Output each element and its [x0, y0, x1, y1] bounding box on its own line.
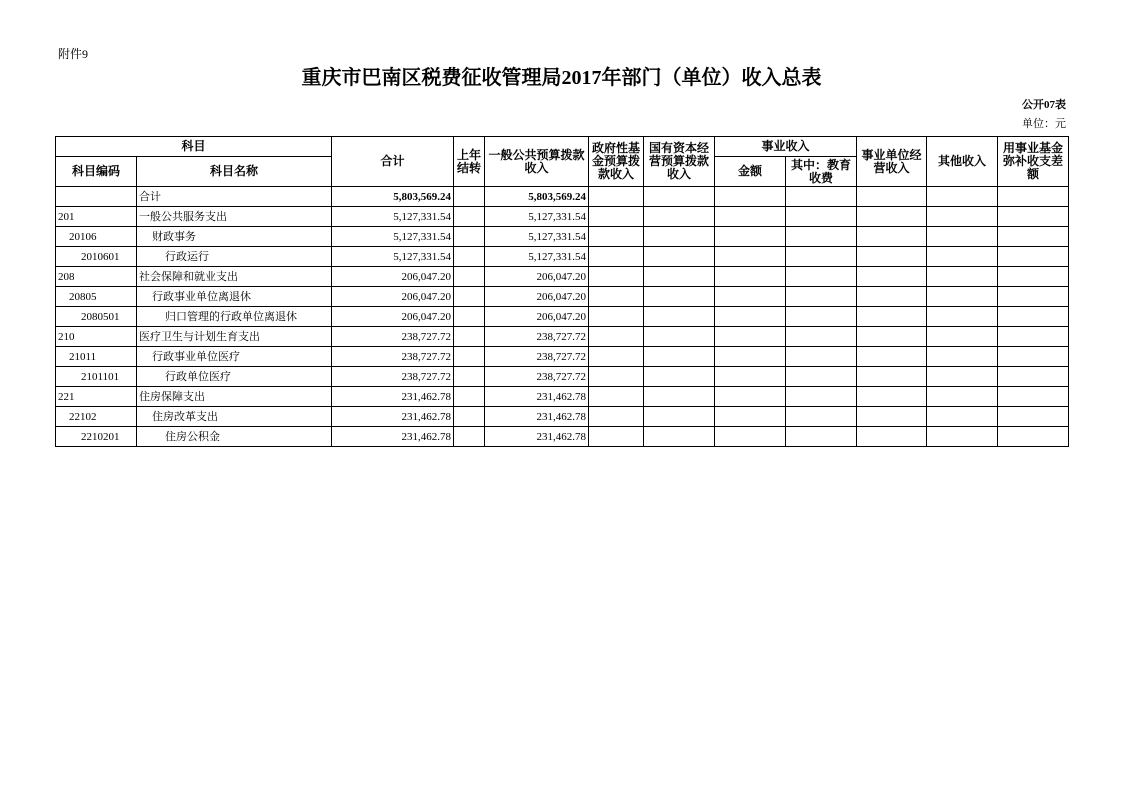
table-row — [56, 307, 1069, 327]
state-capital-cell — [644, 347, 715, 367]
education-fee-cell — [786, 267, 857, 287]
operating-income-cell — [857, 307, 927, 327]
total-cell: 5,803,569.24 — [332, 187, 454, 207]
carryover-cell — [454, 287, 485, 307]
subject-name-cell: 行政事业单位医疗 — [137, 347, 332, 367]
general-budget-cell: 231,462.78 — [485, 427, 589, 447]
total-cell: 231,462.78 — [332, 427, 454, 447]
business-amount-cell — [715, 287, 786, 307]
table-row — [56, 247, 1069, 267]
state-capital-cell — [644, 287, 715, 307]
fund-offset-cell — [998, 327, 1069, 347]
table-row — [56, 427, 1069, 447]
subject-code-header: 科目编码 — [56, 157, 137, 187]
education-fee-header: 其中：教育收费 — [786, 157, 857, 187]
general-budget-cell: 206,047.20 — [485, 287, 589, 307]
fund-offset-cell — [998, 407, 1069, 427]
operating-income-cell — [857, 267, 927, 287]
education-fee-cell — [786, 367, 857, 387]
state-capital-cell — [644, 367, 715, 387]
general-budget-cell: 238,727.72 — [485, 327, 589, 347]
other-income-header: 其他收入 — [927, 137, 998, 187]
total-cell: 238,727.72 — [332, 367, 454, 387]
general-budget-cell: 206,047.20 — [485, 267, 589, 287]
business-amount-cell — [715, 327, 786, 347]
operating-income-cell — [857, 367, 927, 387]
operating-income-cell — [857, 287, 927, 307]
business-amount-cell — [715, 427, 786, 447]
subject-code-cell: 2101101 — [56, 367, 137, 387]
education-fee-cell — [786, 307, 857, 327]
table-row — [56, 367, 1069, 387]
table-row — [56, 267, 1069, 287]
general-budget-header: 一般公共预算拨款收入 — [485, 137, 589, 187]
other-income-cell — [927, 327, 998, 347]
general-budget-cell: 5,127,331.54 — [485, 207, 589, 227]
page-title: 重庆市巴南区税费征收管理局2017年部门（单位）收入总表 — [301, 67, 822, 89]
education-fee-cell — [786, 347, 857, 367]
carryover-cell — [454, 207, 485, 227]
subject-name-cell: 住房公积金 — [137, 427, 332, 447]
other-income-cell — [927, 307, 998, 327]
operating-income-cell — [857, 247, 927, 267]
state-capital-cell — [644, 307, 715, 327]
subject-code-cell: 210 — [56, 327, 137, 347]
operating-income-cell — [857, 227, 927, 247]
other-income-cell — [927, 287, 998, 307]
subject-header: 科目 — [56, 137, 332, 157]
other-income-cell — [927, 207, 998, 227]
subject-code-cell: 20805 — [56, 287, 137, 307]
fund-offset-cell — [998, 207, 1069, 227]
carryover-cell — [454, 367, 485, 387]
state-capital-cell — [644, 207, 715, 227]
general-budget-cell: 206,047.20 — [485, 307, 589, 327]
carryover-cell — [454, 247, 485, 267]
subject-code-cell: 21011 — [56, 347, 137, 367]
gov-fund-cell — [589, 367, 644, 387]
subject-name-cell: 医疗卫生与计划生育支出 — [137, 327, 332, 347]
gov-fund-cell — [589, 407, 644, 427]
state-capital-cell — [644, 187, 715, 207]
operating-income-cell — [857, 407, 927, 427]
fund-offset-cell — [998, 387, 1069, 407]
header-row-1 — [56, 137, 1069, 157]
education-fee-cell — [786, 187, 857, 207]
fund-offset-header: 用事业基金弥补收支差额 — [998, 137, 1069, 187]
other-income-cell — [927, 387, 998, 407]
subject-code-cell: 221 — [56, 387, 137, 407]
gov-fund-cell — [589, 427, 644, 447]
table-header — [56, 137, 1069, 187]
education-fee-cell — [786, 207, 857, 227]
subject-name-cell: 行政事业单位离退休 — [137, 287, 332, 307]
fund-offset-cell — [998, 307, 1069, 327]
general-budget-cell: 238,727.72 — [485, 367, 589, 387]
other-income-cell — [927, 227, 998, 247]
operating-income-header: 事业单位经营收入 — [857, 137, 927, 187]
operating-income-cell — [857, 427, 927, 447]
subject-name-cell: 合计 — [137, 187, 332, 207]
gov-fund-cell — [589, 267, 644, 287]
business-income-header: 事业收入 — [715, 137, 857, 157]
education-fee-cell — [786, 427, 857, 447]
education-fee-cell — [786, 227, 857, 247]
general-budget-cell: 238,727.72 — [485, 347, 589, 367]
fund-offset-cell — [998, 427, 1069, 447]
gov-fund-cell — [589, 227, 644, 247]
subject-code-cell: 2080501 — [56, 307, 137, 327]
other-income-cell — [927, 267, 998, 287]
table-id-label: 公开07表 — [1022, 99, 1066, 111]
general-budget-cell: 231,462.78 — [485, 387, 589, 407]
general-budget-cell: 5,803,569.24 — [485, 187, 589, 207]
business-amount-cell — [715, 187, 786, 207]
total-row — [56, 187, 1069, 207]
operating-income-cell — [857, 187, 927, 207]
carryover-cell — [454, 427, 485, 447]
business-amount-cell — [715, 387, 786, 407]
operating-income-cell — [857, 207, 927, 227]
subject-code-cell: 22102 — [56, 407, 137, 427]
state-capital-header: 国有资本经营预算拨款收入 — [644, 137, 715, 187]
carryover-cell — [454, 187, 485, 207]
unit-label: 单位：元 — [1022, 118, 1066, 130]
gov-fund-cell — [589, 327, 644, 347]
business-amount-cell — [715, 307, 786, 327]
total-header: 合计 — [332, 137, 454, 187]
business-amount-cell — [715, 267, 786, 287]
subject-code-cell: 2010601 — [56, 247, 137, 267]
operating-income-cell — [857, 327, 927, 347]
education-fee-cell — [786, 387, 857, 407]
gov-fund-header: 政府性基金预算拨款收入 — [589, 137, 644, 187]
carryover-cell — [454, 227, 485, 247]
gov-fund-cell — [589, 207, 644, 227]
subject-code-cell: 208 — [56, 267, 137, 287]
other-income-cell — [927, 367, 998, 387]
table-row — [56, 287, 1069, 307]
other-income-cell — [927, 347, 998, 367]
subject-name-cell: 社会保障和就业支出 — [137, 267, 332, 287]
business-amount-cell — [715, 227, 786, 247]
subject-name-cell: 归口管理的行政单位离退休 — [137, 307, 332, 327]
other-income-cell — [927, 247, 998, 267]
subject-code-cell: 2210201 — [56, 427, 137, 447]
subject-name-header: 科目名称 — [137, 157, 332, 187]
fund-offset-cell — [998, 287, 1069, 307]
business-amount-cell — [715, 207, 786, 227]
business-amount-cell — [715, 347, 786, 367]
operating-income-cell — [857, 347, 927, 367]
gov-fund-cell — [589, 347, 644, 367]
gov-fund-cell — [589, 387, 644, 407]
state-capital-cell — [644, 247, 715, 267]
subject-code-cell: 201 — [56, 207, 137, 227]
business-amount-cell — [715, 367, 786, 387]
gov-fund-cell — [589, 287, 644, 307]
total-cell: 5,127,331.54 — [332, 207, 454, 227]
education-fee-cell — [786, 327, 857, 347]
total-cell: 238,727.72 — [332, 327, 454, 347]
total-cell: 206,047.20 — [332, 287, 454, 307]
subject-code-cell — [56, 187, 137, 207]
carryover-cell — [454, 267, 485, 287]
business-amount-cell — [715, 407, 786, 427]
subject-name-cell: 一般公共服务支出 — [137, 207, 332, 227]
subject-name-cell: 行政运行 — [137, 247, 332, 267]
table-row — [56, 207, 1069, 227]
carryover-cell — [454, 307, 485, 327]
subject-name-cell: 住房保障支出 — [137, 387, 332, 407]
fund-offset-cell — [998, 247, 1069, 267]
total-cell: 5,127,331.54 — [332, 247, 454, 267]
subject-code-cell: 20106 — [56, 227, 137, 247]
gov-fund-cell — [589, 187, 644, 207]
fund-offset-cell — [998, 187, 1069, 207]
state-capital-cell — [644, 267, 715, 287]
business-amount-cell — [715, 247, 786, 267]
other-income-cell — [927, 427, 998, 447]
general-budget-cell: 231,462.78 — [485, 407, 589, 427]
table-body — [56, 187, 1069, 447]
carryover-header: 上年结转 — [454, 137, 485, 187]
subject-name-cell: 行政单位医疗 — [137, 367, 332, 387]
income-summary-table — [55, 136, 1069, 447]
carryover-cell — [454, 327, 485, 347]
education-fee-cell — [786, 407, 857, 427]
fund-offset-cell — [998, 367, 1069, 387]
table-row — [56, 347, 1069, 367]
fund-offset-cell — [998, 267, 1069, 287]
total-cell: 231,462.78 — [332, 407, 454, 427]
attachment-label: 附件9 — [58, 47, 89, 61]
total-cell: 231,462.78 — [332, 387, 454, 407]
business-amount-header: 金额 — [715, 157, 786, 187]
carryover-cell — [454, 407, 485, 427]
table-row — [56, 407, 1069, 427]
total-cell: 238,727.72 — [332, 347, 454, 367]
general-budget-cell: 5,127,331.54 — [485, 227, 589, 247]
table-row — [56, 327, 1069, 347]
other-income-cell — [927, 407, 998, 427]
fund-offset-cell — [998, 347, 1069, 367]
education-fee-cell — [786, 287, 857, 307]
state-capital-cell — [644, 427, 715, 447]
gov-fund-cell — [589, 307, 644, 327]
operating-income-cell — [857, 387, 927, 407]
total-cell: 5,127,331.54 — [332, 227, 454, 247]
general-budget-cell: 5,127,331.54 — [485, 247, 589, 267]
table-row — [56, 227, 1069, 247]
carryover-cell — [454, 387, 485, 407]
education-fee-cell — [786, 247, 857, 267]
state-capital-cell — [644, 327, 715, 347]
other-income-cell — [927, 187, 998, 207]
gov-fund-cell — [589, 247, 644, 267]
state-capital-cell — [644, 407, 715, 427]
state-capital-cell — [644, 227, 715, 247]
subject-name-cell: 住房改革支出 — [137, 407, 332, 427]
table-row — [56, 387, 1069, 407]
total-cell: 206,047.20 — [332, 267, 454, 287]
total-cell: 206,047.20 — [332, 307, 454, 327]
subject-name-cell: 财政事务 — [137, 227, 332, 247]
state-capital-cell — [644, 387, 715, 407]
carryover-cell — [454, 347, 485, 367]
fund-offset-cell — [998, 227, 1069, 247]
